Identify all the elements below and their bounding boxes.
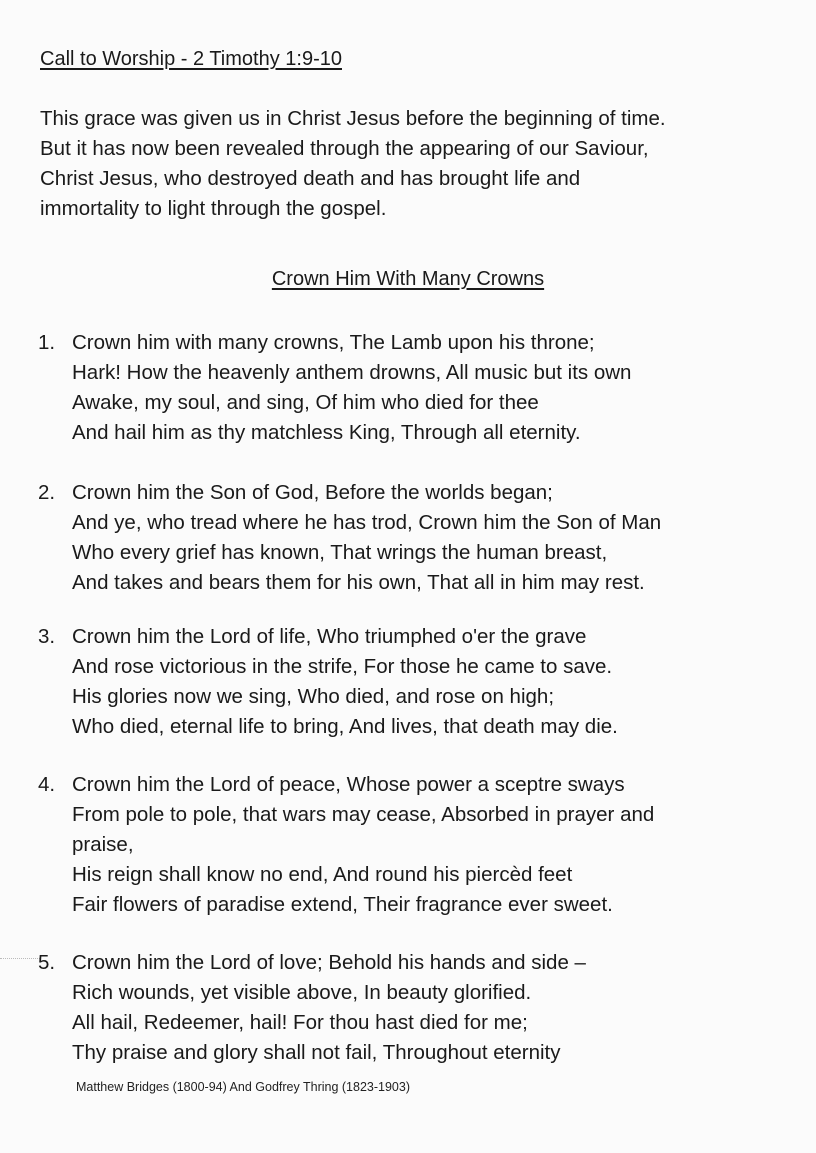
call-to-worship-line: This grace was given us in Christ Jesus before the beginning of time. (40, 107, 666, 130)
verse-lines (72, 622, 618, 742)
verse-line: praise, (72, 833, 134, 856)
verse-line: Thy praise and glory shall not fail, Throughout eternity (72, 1041, 561, 1064)
verse-line: His reign shall know no end, And round his piercèd feet (72, 863, 573, 886)
call-to-worship-line: But it has now been revealed through the appearing of our Saviour, (40, 137, 649, 160)
verse-line: His glories now we sing, Who died, and rose on high; (72, 685, 555, 708)
verse-lines (72, 770, 654, 920)
verse-line: Who died, eternal life to bring, And lives, that death may die. (72, 715, 618, 738)
verse-number: 2. (38, 481, 56, 504)
verse-number: 4. (38, 773, 56, 796)
call-to-worship-heading: Call to Worship - 2 Timothy 1:9-10 (40, 48, 342, 70)
divider (0, 958, 40, 959)
verse-line: Crown him the Lord of love; Behold his hands and side – (72, 951, 586, 974)
verse-line: Awake, my soul, and sing, Of him who died for thee (72, 391, 539, 414)
verse-number: 5. (38, 951, 56, 974)
hymn-attribution: Matthew Bridges (1800-94) And Godfrey Thring (1823-1903) (76, 1080, 410, 1094)
verse-line: Fair flowers of paradise extend, Their fragrance ever sweet. (72, 893, 613, 916)
verse-line: And hail him as thy matchless King, Through all eternity. (72, 421, 581, 444)
verse-line: And ye, who tread where he has trod, Crown him the Son of Man (72, 511, 662, 534)
verse-line: Crown him the Lord of life, Who triumphed o'er the grave (72, 625, 587, 648)
verse-line: Who every grief has known, That wrings the human breast, (72, 541, 608, 564)
verse-line: Crown him with many crowns, The Lamb upon his throne; (72, 331, 595, 354)
call-to-worship-line: immortality to light through the gospel. (40, 197, 387, 220)
call-to-worship-text (40, 104, 800, 224)
hymn-title: Crown Him With Many Crowns (271, 268, 545, 290)
verse-lines (72, 328, 631, 448)
verse-line: All hail, Redeemer, hail! For thou hast died for me; (72, 1011, 528, 1034)
verse-line: From pole to pole, that wars may cease, Absorbed in prayer and (72, 803, 655, 826)
verse-lines (72, 478, 661, 598)
verse-line: And takes and bears them for his own, That all in him may rest. (72, 571, 645, 594)
verse-line: Rich wounds, yet visible above, In beauty glorified. (72, 981, 532, 1004)
call-to-worship-line: Christ Jesus, who destroyed death and has brought life and (40, 167, 581, 190)
verse-lines (72, 948, 586, 1068)
verse-number: 1. (38, 331, 56, 354)
verse-line: Crown him the Lord of peace, Whose power a sceptre sways (72, 773, 625, 796)
verse-number: 3. (38, 625, 56, 648)
verse-line: Crown him the Son of God, Before the worlds began; (72, 481, 553, 504)
verse-line: Hark! How the heavenly anthem drowns, All music but its own (72, 361, 632, 384)
verse-line: And rose victorious in the strife, For those he came to save. (72, 655, 613, 678)
